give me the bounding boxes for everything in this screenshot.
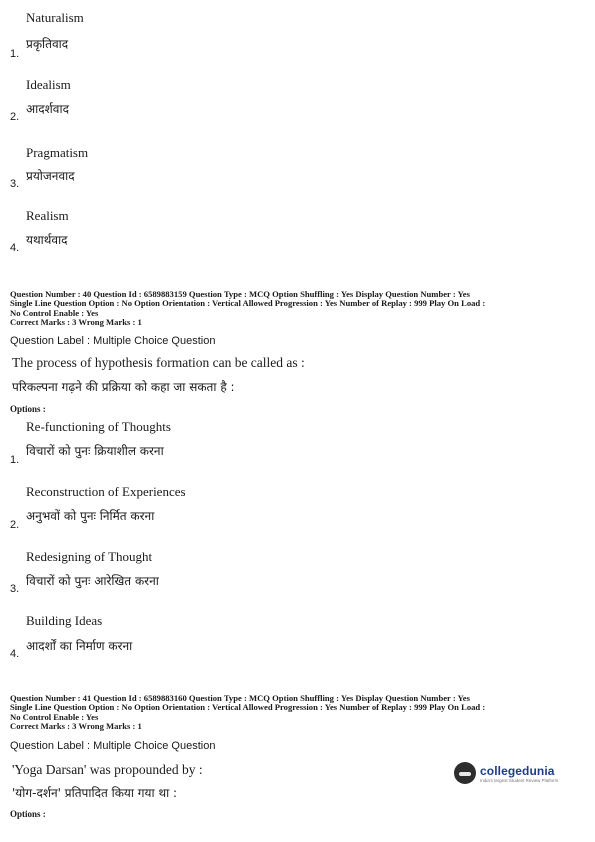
option-text-hi: प्रयोजनवाद xyxy=(26,169,75,183)
option-number: 4. xyxy=(10,648,20,660)
option-text-en: Reconstruction of Experiences xyxy=(26,484,186,499)
question-41-meta xyxy=(10,694,585,732)
option-text-hi: आदर्शवाद xyxy=(26,102,69,116)
option-text-hi: अनुभवों को पुनः निर्मित करना xyxy=(26,509,155,523)
option-number: 1. xyxy=(10,48,20,60)
meta-line: Single Line Question Option : No Option Orientation : Vertical Allowed Progression : Yes Number of Replay : 999 Play On Load : xyxy=(10,702,486,713)
option-text-hi: विचारों को पुनः आरेखित करना xyxy=(26,574,159,588)
meta-line: Question Number : 40 Question Id : 6589883159 Question Type : MCQ Option Shuffling : Yes Display Question Number : Yes xyxy=(10,289,470,299)
logo-name: collegedunia xyxy=(480,763,555,778)
option-text-hi: विचारों को पुनः क्रियाशील करना xyxy=(26,444,164,458)
option-text-hi: आदर्शों का निर्माण करना xyxy=(26,639,133,653)
option-number: 4. xyxy=(10,242,20,254)
option-text-hi: यथार्थवाद xyxy=(26,233,68,247)
meta-line: Question Number : 41 Question Id : 6589883160 Question Type : MCQ Option Shuffling : Yes Display Question Number : Yes xyxy=(10,693,470,703)
collegedunia-logo xyxy=(454,762,558,784)
option-text-en: Pragmatism xyxy=(26,145,89,160)
question-text-hi: 'योग-दर्शन' प्रतिपादित किया गया था : xyxy=(12,786,178,800)
marks: Correct Marks : 3 Wrong Marks : 1 xyxy=(10,317,142,328)
option-number: 2. xyxy=(10,111,20,123)
option-text-en: Redesigning of Thought xyxy=(26,549,153,564)
option-number: 3. xyxy=(10,583,20,595)
question-label: Question Label : Multiple Choice Question xyxy=(10,335,216,347)
option-text-en: Re-functioning of Thoughts xyxy=(26,419,171,434)
question-text-en: The process of hypothesis formation can be called as : xyxy=(12,355,305,370)
question-40-meta xyxy=(10,290,585,328)
question-label: Question Label : Multiple Choice Question xyxy=(10,740,216,752)
option-text-en: Naturalism xyxy=(26,10,84,25)
question-text-en: 'Yoga Darsan' was propounded by : xyxy=(12,762,203,777)
meta-line: No Control Enable : Yes xyxy=(10,711,99,722)
marks: Correct Marks : 3 Wrong Marks : 1 xyxy=(10,721,142,732)
option-text-en: Realism xyxy=(26,208,69,223)
option-number: 3. xyxy=(10,178,20,190)
option-text-en: Building Ideas xyxy=(26,613,103,628)
option-number: 1. xyxy=(10,454,20,466)
meta-line: No Control Enable : Yes xyxy=(10,307,99,318)
option-number: 2. xyxy=(10,519,20,531)
option-text-en: Idealism xyxy=(26,77,71,92)
question-text-hi: परिकल्पना गढ़ने की प्रक्रिया को कहा जा सकता है : xyxy=(12,380,235,394)
logo-tagline: India's largest Student Review Platform xyxy=(480,777,559,783)
options-label: Options : xyxy=(10,404,46,414)
logo-mascot-icon xyxy=(454,762,476,784)
options-label: Options : xyxy=(10,809,46,819)
option-text-hi: प्रकृतिवाद xyxy=(26,37,69,51)
meta-line: Single Line Question Option : No Option Orientation : Vertical Allowed Progression : Yes Number of Replay : 999 Play On Load : xyxy=(10,298,486,309)
